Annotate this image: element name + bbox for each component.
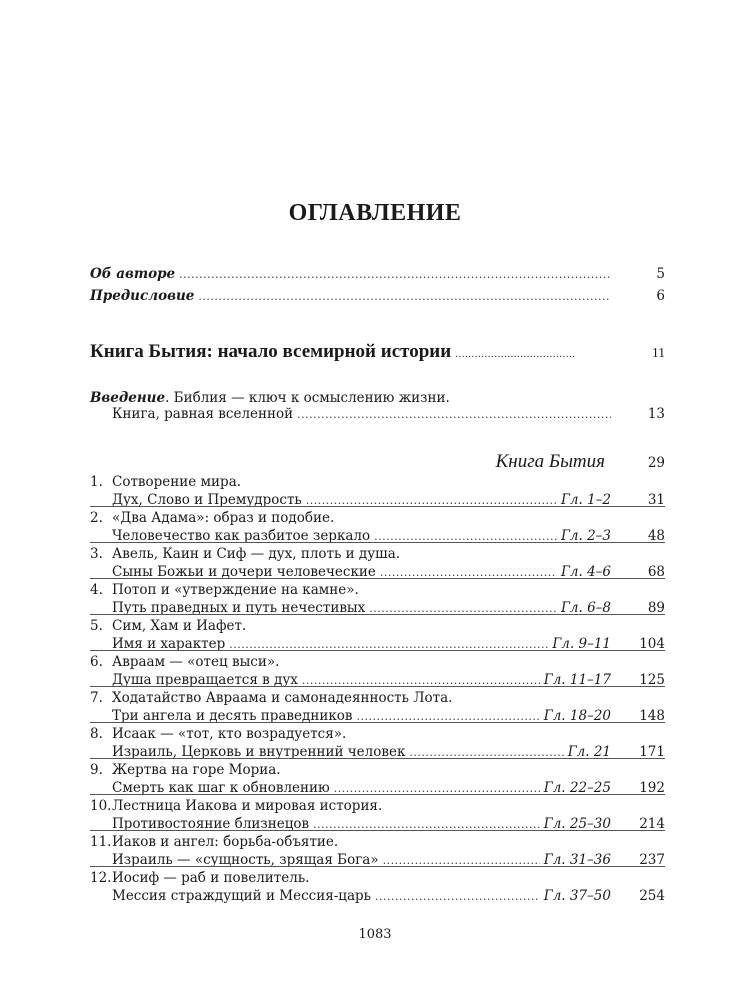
entry-chapters: Гл. 25–30 <box>543 816 611 832</box>
toc-page-number: 5 <box>656 266 665 282</box>
toc-front-about-author <box>90 265 665 284</box>
entry-chapters: Гл. 22–25 <box>543 780 611 796</box>
toc-label: Книга, равная вселенной <box>112 406 294 422</box>
dot-leader <box>302 672 540 690</box>
entry-title-line2: Смерть как шаг к обновлению <box>112 780 330 796</box>
entry-divider <box>90 758 665 759</box>
toc-page-number: 125 <box>639 672 665 688</box>
dot-leader <box>455 345 575 363</box>
toc-front-preface <box>90 287 665 306</box>
entry-title-line1: Потоп и «утверждение на камне». <box>112 582 359 598</box>
entry-number: 2. <box>90 510 103 526</box>
entry-line2 <box>112 851 665 870</box>
toc-entry <box>90 653 665 690</box>
toc-entry <box>90 545 665 582</box>
toc-section-heading <box>90 451 665 473</box>
section-title: Книга Бытия <box>495 451 605 472</box>
entry-title-line1: Сим, Хам и Иафет. <box>112 618 247 634</box>
entry-chapters: Гл. 18–20 <box>543 708 611 724</box>
entry-divider <box>90 686 665 687</box>
entry-line2 <box>112 599 665 618</box>
toc-page-number: 148 <box>639 708 665 724</box>
page-title: ОГЛАВЛЕНИЕ <box>288 200 462 226</box>
entry-number: 12. <box>90 870 112 886</box>
entry-title-line2: Путь праведных и путь нечестивых <box>112 600 366 616</box>
dot-leader <box>306 492 557 510</box>
entry-divider <box>90 542 665 543</box>
entry-chapters: Гл. 37–50 <box>543 888 611 904</box>
entry-title-line1: Авраам — «отец выси». <box>112 654 280 670</box>
entry-line2 <box>112 779 665 798</box>
entry-title-line1: Иосиф — раб и повелитель. <box>112 870 310 886</box>
toc-book-heading <box>90 343 665 363</box>
page-folio: 1083 <box>358 927 392 942</box>
entry-line2 <box>112 491 665 510</box>
entry-chapters: Гл. 11–17 <box>543 672 611 688</box>
entry-title-line1: Исаак — «тот, кто возрадуется». <box>112 726 347 742</box>
toc-entry <box>90 869 665 906</box>
intro-line1-text: . Библия — ключ к осмыслению жизни. <box>165 390 450 406</box>
entry-title-line1: Сотворение мира. <box>112 474 242 490</box>
entry-title-line1: «Два Адама»: образ и подобие. <box>112 510 335 526</box>
entry-line2 <box>112 671 665 690</box>
entry-title-line1: Лестница Иакова и мировая история. <box>112 798 383 814</box>
entry-divider <box>90 830 665 831</box>
toc-label: Об авторе <box>90 266 176 282</box>
dot-leader <box>229 636 548 654</box>
entry-line2 <box>112 635 665 654</box>
toc-page-number: 171 <box>639 744 665 760</box>
entry-number: 11. <box>90 834 112 850</box>
toc-page-number: 192 <box>639 780 665 796</box>
toc-entry <box>90 689 665 726</box>
dot-leader <box>383 852 540 870</box>
entry-line2 <box>112 743 665 762</box>
entry-number: 8. <box>90 726 103 742</box>
dot-leader <box>374 528 557 546</box>
entry-title-line2: Сыны Божьи и дочери человеческие <box>112 564 376 580</box>
toc-page-number: 254 <box>639 888 665 904</box>
toc-page-number: 31 <box>647 492 665 508</box>
dot-leader <box>179 266 611 284</box>
entry-chapters: Гл. 31–36 <box>543 852 611 868</box>
entry-divider <box>90 578 665 579</box>
entry-number: 5. <box>90 618 103 634</box>
toc-page-number: 13 <box>647 406 665 422</box>
entry-title-line2: Три ангела и десять праведников <box>112 708 353 724</box>
entry-title-line2: Израиль, Церковь и внутренний человек <box>112 744 406 760</box>
entry-title-line2: Дух, Слово и Премудрость <box>112 492 302 508</box>
entry-title-line1: Ходатайство Авраама и самонадеянность Лота. <box>112 690 453 706</box>
toc-entry <box>90 833 665 870</box>
toc-intro-line1 <box>90 390 450 406</box>
intro-label: Введение <box>90 390 166 406</box>
dot-leader <box>297 406 611 424</box>
entry-divider <box>90 722 665 723</box>
dot-leader <box>198 288 611 306</box>
entry-title-line1: Жертва на горе Мориа. <box>112 762 281 778</box>
entry-chapters: Гл. 6–8 <box>560 600 611 616</box>
entry-divider <box>90 866 665 867</box>
dot-leader <box>313 816 540 834</box>
entry-line2 <box>112 707 665 726</box>
entry-chapters: Гл. 2–3 <box>560 528 611 544</box>
toc-page-number: 11 <box>652 345 665 360</box>
entry-divider <box>90 506 665 507</box>
toc-page-number: 6 <box>656 288 665 304</box>
toc-entry <box>90 761 665 798</box>
toc-page-number: 89 <box>647 600 665 616</box>
entry-number: 9. <box>90 762 103 778</box>
entry-divider <box>90 650 665 651</box>
entry-number: 3. <box>90 546 103 562</box>
entry-title-line2: Имя и характер <box>112 636 226 652</box>
toc-entry <box>90 797 665 834</box>
toc-intro-line2 <box>112 405 665 424</box>
toc-page-number: 29 <box>647 455 665 471</box>
entry-number: 10. <box>90 798 112 814</box>
book-title: Книга Бытия: начало всемирной истории <box>90 341 452 362</box>
entry-line2 <box>112 563 665 582</box>
entry-title-line1: Иаков и ангел: борьба-объятие. <box>112 834 339 850</box>
toc-page-number: 214 <box>639 816 665 832</box>
entry-chapters: Гл. 4–6 <box>560 564 611 580</box>
entry-title-line2: Израиль — «сущность, зрящая Бога» <box>112 852 379 868</box>
entry-chapters: Гл. 21 <box>567 744 611 760</box>
entry-line2 <box>112 527 665 546</box>
toc-label: Предисловие <box>90 288 195 304</box>
dot-leader <box>375 888 540 906</box>
entry-title-line2: Человечество как разбитое зеркало <box>112 528 371 544</box>
toc-page-number: 48 <box>647 528 665 544</box>
entry-number: 7. <box>90 690 103 706</box>
entry-line2 <box>112 815 665 834</box>
entry-title-line2: Душа превращается в дух <box>112 672 298 688</box>
toc-entry <box>90 509 665 546</box>
entry-chapters: Гл. 1–2 <box>560 492 611 508</box>
entry-divider <box>90 794 665 795</box>
dot-leader <box>357 708 540 726</box>
entry-title-line1: Авель, Каин и Сиф — дух, плоть и душа. <box>112 546 401 562</box>
entry-line2 <box>112 887 665 906</box>
dot-leader <box>369 600 557 618</box>
entry-chapters: Гл. 9–11 <box>552 636 611 652</box>
entry-number: 6. <box>90 654 103 670</box>
entry-number: 4. <box>90 582 103 598</box>
toc-page-number: 237 <box>639 852 665 868</box>
entry-title-line2: Мессия страждущий и Мессия-царь <box>112 888 371 904</box>
entry-number: 1. <box>90 474 103 490</box>
dot-leader <box>409 744 563 762</box>
toc-entry <box>90 473 665 510</box>
toc-page-number: 104 <box>639 636 665 652</box>
toc-page-number: 68 <box>647 564 665 580</box>
dot-leader <box>380 564 557 582</box>
entry-title-line2: Противостояние близнецов <box>112 816 310 832</box>
dot-leader <box>334 780 540 798</box>
toc-entry <box>90 581 665 618</box>
toc-entry <box>90 725 665 762</box>
entry-divider <box>90 614 665 615</box>
toc-entry <box>90 617 665 654</box>
